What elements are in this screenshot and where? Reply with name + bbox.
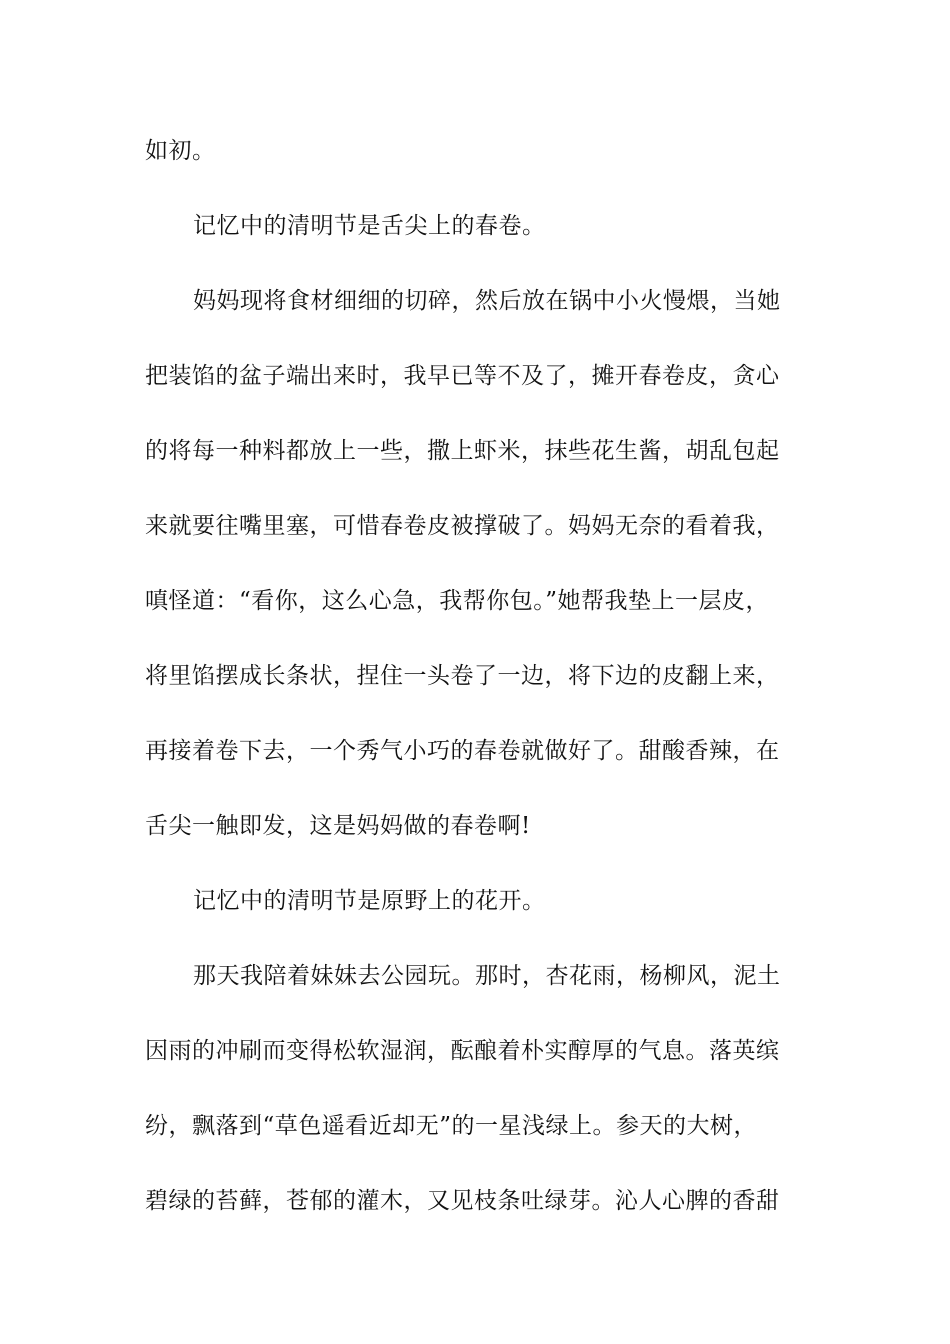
text-line-paragraph-start: 妈妈现将食材细细的切碎，然后放在锅中小火慢煨，当她: [193, 288, 781, 314]
text-line: 的将每一种料都放上一些，撒上虾米，抹些花生酱，胡乱包起: [145, 438, 780, 464]
text-line: 再接着卷下去，一个秀气小巧的春卷就做好了。甜酸香辣，在: [145, 738, 780, 764]
text-line: 纷，飘落到“草色遥看近却无”的一星浅绿上。参天的大树，: [145, 1113, 758, 1139]
text-line: 来就要往嘴里塞，可惜春卷皮被撑破了。妈妈无奈的看着我，: [145, 513, 780, 539]
text-line: 因雨的冲刷而变得松软湿润，酝酿着朴实醇厚的气息。落英缤: [145, 1038, 780, 1064]
text-line: 如初。: [145, 138, 216, 164]
text-line: 舌尖一触即发，这是妈妈做的春卷啊!: [145, 813, 531, 839]
text-line: 将里馅摆成长条状，捏住一头卷了一边，将下边的皮翻上来，: [145, 663, 780, 689]
text-line: 碧绿的苔藓，苍郁的灌木，又见枝条吐绿芽。沁人心脾的香甜: [145, 1188, 780, 1214]
text-line: 把装馅的盆子端出来时，我早已等不及了，摊开春卷皮，贪心: [145, 363, 780, 389]
text-line-heading: 记忆中的清明节是原野上的花开。: [193, 888, 546, 914]
text-line-paragraph-start: 那天我陪着妹妹去公园玩。那时，杏花雨，杨柳风，泥土: [193, 963, 781, 989]
text-line-heading: 记忆中的清明节是舌尖上的春卷。: [193, 213, 546, 239]
text-line: 嗔怪道：“看你，这么心急，我帮你包。”她帮我垫上一层皮，: [145, 588, 770, 614]
